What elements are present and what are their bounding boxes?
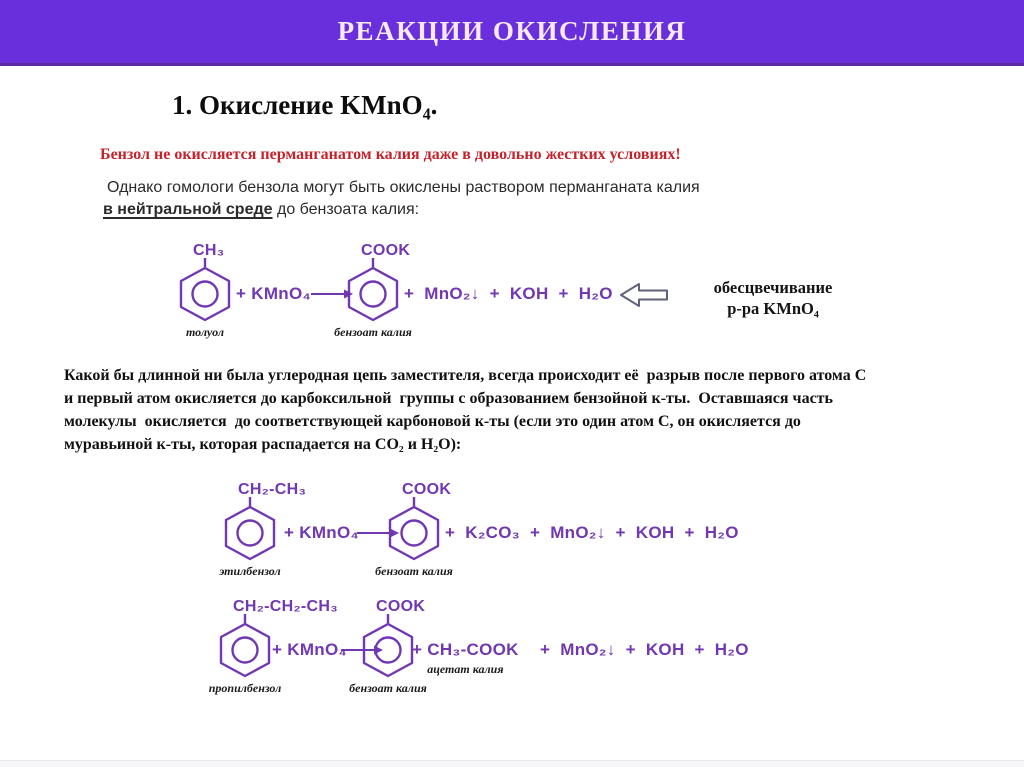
- paragraph-line: молекулы окисляется до соответствующей карбоновой к-ты (если это один атом С, он окисляется до: [64, 413, 801, 430]
- organic-product-group: [412, 640, 519, 677]
- benzene-ring-icon: [384, 497, 444, 563]
- substituent-formula: COOK: [361, 242, 411, 259]
- note-line-2: р-ра KMnO₄: [727, 299, 819, 318]
- paragraph-line: Какой бы длинной ни была углеродная цепь заместителя, всегда происходит её разрыв после первого атома С: [64, 367, 867, 384]
- intro-emphasis: в нейтральной среде: [103, 201, 273, 218]
- substituent-formula: COOK: [402, 481, 452, 498]
- structure-label: бензоат калия: [334, 325, 412, 339]
- reactant-structure-toluene: [175, 242, 235, 338]
- intro-line-1: Однако гомологи бензола могут быть окислены раствором перманганата калия: [107, 179, 700, 196]
- product-structure-benzoate: [375, 481, 453, 578]
- benzene-ring-icon: [358, 614, 418, 680]
- organic-product-formula: + CH₃-COOK: [412, 640, 519, 659]
- explanation-paragraph: [64, 364, 866, 456]
- decolorization-note: [688, 277, 858, 319]
- paragraph-line: и первый атом окисляется до карбоксильной группы с образованием бензойной к-ты. Оставшаяся часть: [64, 390, 833, 407]
- structure-label: толуол: [185, 325, 225, 339]
- structure-label: пропилбензол: [208, 681, 282, 695]
- benzene-ring-icon: [215, 614, 275, 680]
- section-title: 1. Окисление KMnO₄.: [172, 90, 438, 120]
- substituent-formula: COOK: [376, 598, 426, 615]
- product-structure-benzoate: [334, 242, 412, 339]
- benzene-ring-icon: [175, 258, 235, 324]
- header-band: [0, 0, 1024, 66]
- reagent-formula: + KMnO₄: [272, 640, 347, 659]
- structure-label: этилбензол: [219, 564, 281, 578]
- byproducts-formula: + MnO₂↓ + KOH + H₂O: [540, 640, 749, 659]
- reactant-structure-ethylbenzene: [219, 481, 307, 578]
- substituent-formula: CH₂-CH₂-CH₃: [233, 598, 338, 615]
- structure-label: бензоат калия: [375, 564, 453, 578]
- note-line-1: обесцвечивание: [713, 278, 833, 297]
- benzene-ring-icon: [343, 258, 403, 324]
- structure-label: бензоат калия: [349, 681, 427, 695]
- byproducts-formula: + K₂CO₃ + MnO₂↓ + KOH + H₂O: [445, 523, 739, 542]
- intro-rest: до бензоата калия:: [272, 201, 420, 218]
- page-title: РЕАКЦИИ ОКИСЛЕНИЯ: [337, 16, 687, 46]
- reagent-formula: + KMnO₄: [236, 284, 311, 303]
- product-structure-benzoate: [349, 598, 427, 695]
- organic-product-label: ацетат калия: [427, 662, 504, 676]
- intro-line-2: [103, 201, 419, 219]
- warning-text: Бензол не окисляется перманганатом калия даже в довольно жестких условиях!: [100, 146, 681, 163]
- reagent-formula: + KMnO₄: [284, 523, 359, 542]
- block-arrow-icon: [618, 281, 670, 309]
- paragraph-line: муравьиной к-ты, которая распадается на СО₂ и Н₂О):: [64, 436, 462, 453]
- substituent-formula: CH₂-CH₃: [238, 481, 307, 498]
- substituent-formula: CH₃: [193, 242, 225, 259]
- benzene-ring-icon: [220, 497, 280, 563]
- bottom-strip: [0, 760, 1024, 767]
- byproducts-formula: + MnO₂↓ + KOH + H₂O: [404, 284, 613, 303]
